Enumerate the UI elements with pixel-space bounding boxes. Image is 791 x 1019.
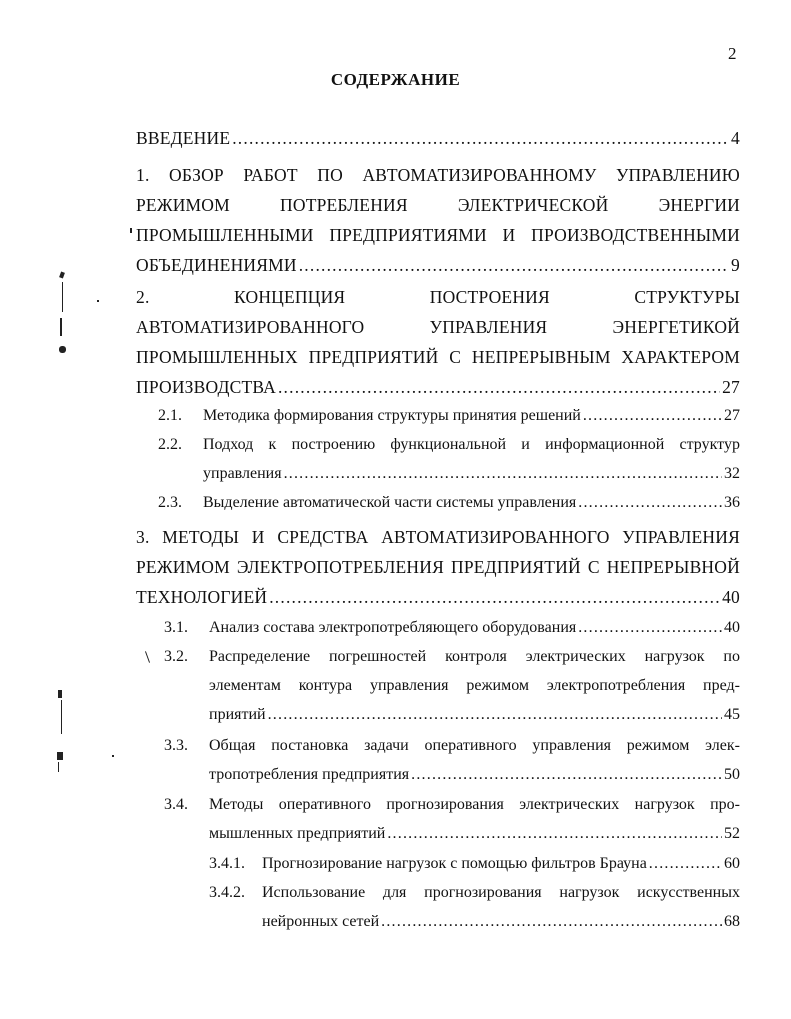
- toc-word: постановка: [271, 737, 349, 754]
- toc-word: искусственных: [637, 884, 740, 901]
- toc-word: ЭЛЕКТРОПОТРЕБЛЕНИЯ: [236, 557, 444, 577]
- toc-word: элементам: [209, 677, 281, 694]
- dot-leader: [649, 855, 722, 873]
- toc-word: Распределение: [209, 648, 311, 665]
- toc-word: РЕЖИМОМ: [136, 557, 230, 577]
- toc-word: ПРОМЫШЛЕННЫМИ: [136, 225, 314, 245]
- toc-word: задачи: [364, 737, 409, 754]
- toc-entry-ch1-line4: [136, 255, 740, 276]
- toc-entry-3-4-line2: [209, 825, 740, 843]
- toc-page-number: 68: [724, 913, 740, 930]
- toc-word: РЕЖИМОМ: [136, 195, 230, 215]
- toc-entry-title: тропотребления предприятия: [209, 766, 410, 783]
- toc-word: оперативного: [424, 737, 517, 754]
- toc-entry-title: ОБЪЕДИНЕНИЯМИ: [136, 255, 297, 275]
- dot-leader: [268, 706, 722, 724]
- scan-mark: [145, 651, 150, 663]
- toc-entry-3-2-line3: [209, 706, 740, 724]
- toc-word: НЕПРЕРЫВНОЙ: [606, 557, 740, 577]
- toc-word: АВТОМАТИЗИРОВАННОМУ: [362, 165, 597, 185]
- toc-word: элек-: [705, 737, 740, 754]
- toc-word: ПРОИЗВОДСТВЕННЫМИ: [531, 225, 740, 245]
- toc-entry-2-2[interactable]: [203, 436, 740, 454]
- toc-word: пред-: [703, 677, 740, 694]
- toc-word: Использование: [262, 884, 366, 901]
- dot-leader: [269, 587, 720, 608]
- toc-word: построению: [291, 436, 376, 453]
- toc-entry-3-4-1[interactable]: [262, 855, 740, 873]
- toc-word: нагрузок: [559, 884, 620, 901]
- toc-entry-3-4-2[interactable]: [262, 884, 740, 902]
- scan-mark: [62, 282, 63, 312]
- dot-leader: [578, 494, 722, 512]
- toc-word: ЭНЕРГЕТИКОЙ: [612, 317, 740, 337]
- toc-page-number: 32: [724, 465, 740, 482]
- toc-entry-3-4[interactable]: [209, 796, 740, 814]
- toc-number: 3.4.: [164, 796, 188, 813]
- toc-word: С: [449, 347, 462, 367]
- toc-word: НЕПРЕРЫВНЫМ: [471, 347, 611, 367]
- toc-entry-ch1-line1[interactable]: [136, 165, 740, 186]
- dot-leader: [583, 407, 722, 425]
- dot-leader: [387, 825, 722, 843]
- toc-word: УПРАВЛЕНИЮ: [615, 165, 740, 185]
- toc-word: ОБЗОР: [169, 165, 224, 185]
- toc-word: управления: [532, 737, 611, 754]
- toc-word: ПО: [317, 165, 343, 185]
- toc-entry-ch1-line2: [136, 195, 740, 216]
- toc-word: структур: [679, 436, 740, 453]
- toc-entry-3-2[interactable]: [209, 648, 740, 666]
- toc-entry-title: ТЕХНОЛОГИЕЙ: [136, 587, 268, 607]
- toc-number: 3.3.: [164, 737, 188, 754]
- toc-entry-3-3-line2: [209, 766, 740, 784]
- scan-mark: [58, 762, 59, 772]
- toc-entry-ch1-line3: [136, 225, 740, 246]
- toc-word: Методы: [209, 796, 264, 813]
- toc-word: И: [251, 527, 265, 547]
- toc-word: УПРАВЛЕНИЯ: [429, 317, 548, 337]
- toc-word: режимом: [466, 677, 530, 694]
- toc-entry-2-1[interactable]: [203, 407, 740, 425]
- toc-entry-title: приятий: [209, 706, 266, 723]
- toc-word: про-: [710, 796, 740, 813]
- toc-word: РАБОТ: [243, 165, 298, 185]
- toc-word: прогнозирования: [386, 796, 504, 813]
- toc-number: 2.1.: [158, 407, 182, 424]
- toc-word: оперативного: [278, 796, 371, 813]
- toc-page-number: 45: [724, 706, 740, 723]
- toc-word: Подход: [203, 436, 254, 453]
- toc-entry-title: Прогнозирование нагрузок с помощью фильтров Брауна: [262, 855, 647, 872]
- toc-word: функциональной: [390, 436, 507, 453]
- toc-word: режимом: [626, 737, 690, 754]
- scan-mark: [57, 752, 63, 760]
- toc-number: 2.: [136, 287, 150, 307]
- toc-entry-3-3[interactable]: [209, 737, 740, 755]
- toc-entry-ch3-line1[interactable]: [136, 527, 740, 548]
- toc-word: ПРЕДПРИЯТИЙ: [451, 557, 581, 577]
- scan-mark: [97, 300, 99, 302]
- toc-word: АВТОМАТИЗИРОВАННОГО: [381, 527, 610, 547]
- toc-entry-title: ПРОИЗВОДСТВА: [136, 377, 276, 397]
- toc-entry-ch2-line1[interactable]: [136, 287, 740, 308]
- toc-word: Общая: [209, 737, 256, 754]
- toc-word: ПРЕДПРИЯТИЙ: [308, 347, 439, 367]
- toc-entry-3-2-line2: [209, 677, 740, 695]
- toc-page-number: 60: [724, 855, 740, 872]
- toc-number: 3.4.2.: [209, 884, 245, 901]
- toc-entry-title: Методика формирования структуры принятия решений: [203, 407, 581, 424]
- toc-page-number: 40: [722, 587, 740, 607]
- toc-entry-intro[interactable]: [136, 128, 740, 149]
- toc-word: нагрузок: [644, 648, 705, 665]
- toc-word: ХАРАКТЕРОМ: [621, 347, 740, 367]
- page-title: СОДЕРЖАНИЕ: [330, 70, 461, 89]
- scan-mark: [59, 271, 65, 278]
- toc-word: нагрузок: [634, 796, 695, 813]
- toc-word: ПОСТРОЕНИЯ: [429, 287, 550, 307]
- toc-entry-ch3-line3: [136, 587, 740, 608]
- toc-word: к: [268, 436, 277, 453]
- scan-mark: [112, 755, 114, 757]
- toc-word: контура: [298, 677, 353, 694]
- toc-page-number: 52: [724, 825, 740, 842]
- scan-mark: [59, 346, 66, 353]
- toc-page-number: 50: [724, 766, 740, 783]
- toc-word: КОНЦЕПЦИЯ: [234, 287, 346, 307]
- toc-word: УПРАВЛЕНИЯ: [622, 527, 740, 547]
- toc-entry-title: Анализ состава электропотребляющего оборудования: [209, 619, 577, 636]
- toc-word: электрических: [519, 796, 620, 813]
- dot-leader: [381, 913, 722, 931]
- dot-leader: [411, 766, 722, 784]
- toc-entry-ch2-line3: [136, 347, 740, 368]
- toc-word: информационной: [545, 436, 665, 453]
- toc-page-number: 4: [731, 128, 740, 148]
- toc-word: электропотребления: [546, 677, 686, 694]
- dot-leader: [578, 619, 722, 637]
- toc-word: ПРОМЫШЛЕННЫХ: [136, 347, 298, 367]
- toc-entry-3-1[interactable]: [209, 619, 740, 637]
- toc-word: управления: [369, 677, 449, 694]
- toc-entry-ch2-line2: [136, 317, 740, 338]
- toc-number: 3.1.: [164, 619, 188, 636]
- scan-mark: [58, 690, 62, 698]
- toc-page-number: 27: [724, 407, 740, 424]
- toc-page-number: 36: [724, 494, 740, 511]
- toc-word: С: [587, 557, 600, 577]
- toc-entry-3-4-2-line2: [262, 913, 740, 931]
- dot-leader: [232, 128, 729, 149]
- toc-word: для: [382, 884, 407, 901]
- scan-mark: [61, 700, 62, 734]
- toc-entry-title: Выделение автоматической части системы управления: [203, 494, 577, 511]
- toc-word: АВТОМАТИЗИРОВАННОГО: [136, 317, 365, 337]
- toc-page-number: 40: [724, 619, 740, 636]
- toc-entry-title: нейронных сетей: [262, 913, 380, 930]
- toc-entry-2-3[interactable]: [203, 494, 740, 512]
- toc-number: 2.2.: [158, 436, 182, 453]
- toc-entry-title: управления: [203, 465, 282, 482]
- toc-word: погрешностей: [328, 648, 427, 665]
- toc-page-number: 27: [722, 377, 740, 397]
- toc-word: ПРЕДПРИЯТИЯМИ: [329, 225, 487, 245]
- toc-word: 3.: [136, 527, 150, 547]
- toc-entry-2-2-line2: [203, 465, 740, 483]
- scan-mark: [130, 228, 132, 233]
- toc-number: 3.4.1.: [209, 855, 245, 872]
- toc-word: СТРУКТУРЫ: [634, 287, 740, 307]
- toc-word: ЭНЕРГИИ: [658, 195, 740, 215]
- toc-number: 2.3.: [158, 494, 182, 511]
- scan-mark: [60, 318, 62, 336]
- toc-number: 1.: [136, 165, 150, 185]
- dot-leader: [299, 255, 729, 276]
- toc-entry-title: мышленных предприятий: [209, 825, 386, 842]
- toc-word: И: [502, 225, 516, 245]
- toc-word: СРЕДСТВА: [277, 527, 369, 547]
- toc-entry-title: ВВЕДЕНИЕ: [136, 128, 231, 148]
- toc-word: ПОТРЕБЛЕНИЯ: [280, 195, 408, 215]
- toc-entry-ch2-line4: [136, 377, 740, 398]
- toc-word: по: [723, 648, 740, 665]
- toc-word: МЕТОДЫ: [162, 527, 240, 547]
- toc-word: ЭЛЕКТРИЧЕСКОЙ: [457, 195, 609, 215]
- toc-word: и: [521, 436, 530, 453]
- toc-word: электрических: [525, 648, 626, 665]
- toc-page-number: 9: [731, 255, 740, 275]
- toc-entry-ch3-line2: [136, 557, 740, 578]
- toc-number: 3.2.: [164, 648, 188, 665]
- dot-leader: [278, 377, 720, 398]
- toc-word: прогнозирования: [424, 884, 542, 901]
- page-number: 2: [728, 44, 737, 63]
- toc-word: контроля: [445, 648, 507, 665]
- dot-leader: [284, 465, 722, 483]
